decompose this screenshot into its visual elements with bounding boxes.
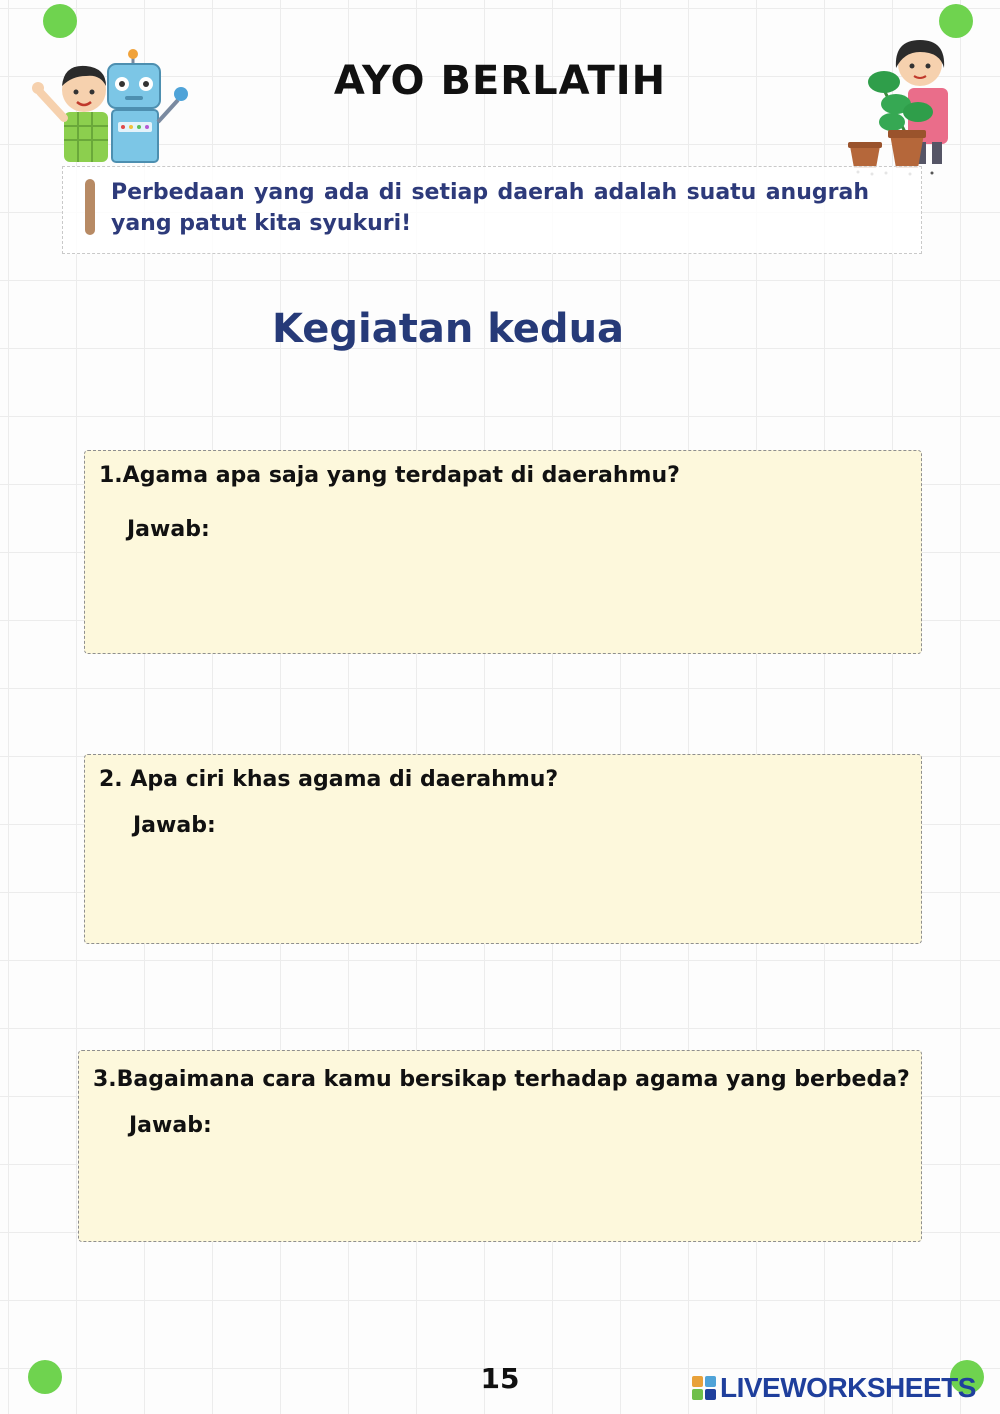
answer-label-3: Jawab: bbox=[129, 1113, 212, 1138]
question-text-2: 2. Apa ciri khas agama di daerahmu? bbox=[99, 767, 559, 792]
question-box-1 bbox=[84, 450, 922, 654]
liveworksheets-logo-icon bbox=[692, 1376, 716, 1400]
decor-dot-top-right bbox=[939, 4, 973, 38]
question-text-1: 1.Agama apa saja yang terdapat di daerahmu? bbox=[99, 463, 680, 488]
answer-area-2[interactable] bbox=[133, 847, 901, 929]
note-box bbox=[62, 166, 922, 254]
answer-area-1[interactable] bbox=[127, 551, 901, 639]
brand-text: LIVEWORKSHEETS bbox=[720, 1372, 976, 1403]
question-box-2 bbox=[84, 754, 922, 944]
question-box-3 bbox=[78, 1050, 922, 1242]
girl-plant-illustration bbox=[846, 34, 956, 176]
answer-label-1: Jawab: bbox=[127, 517, 210, 542]
note-text: Perbedaan yang ada di setiap daerah adalah suatu anugrah yang patut kita syukuri! bbox=[111, 180, 869, 236]
page-number: 15 bbox=[480, 1362, 520, 1395]
question-text-3: 3.Bagaimana cara kamu bersikap terhadap agama yang berbeda? bbox=[93, 1067, 910, 1092]
section-title: Kegiatan kedua bbox=[272, 306, 625, 352]
answer-label-2: Jawab: bbox=[133, 813, 216, 838]
answer-area-3[interactable] bbox=[129, 1147, 901, 1227]
page-title: AYO BERLATIH bbox=[333, 58, 667, 104]
note-accent-bar bbox=[85, 179, 95, 235]
liveworksheets-logo[interactable] bbox=[692, 1372, 976, 1404]
decor-dot-top-left bbox=[43, 4, 77, 38]
